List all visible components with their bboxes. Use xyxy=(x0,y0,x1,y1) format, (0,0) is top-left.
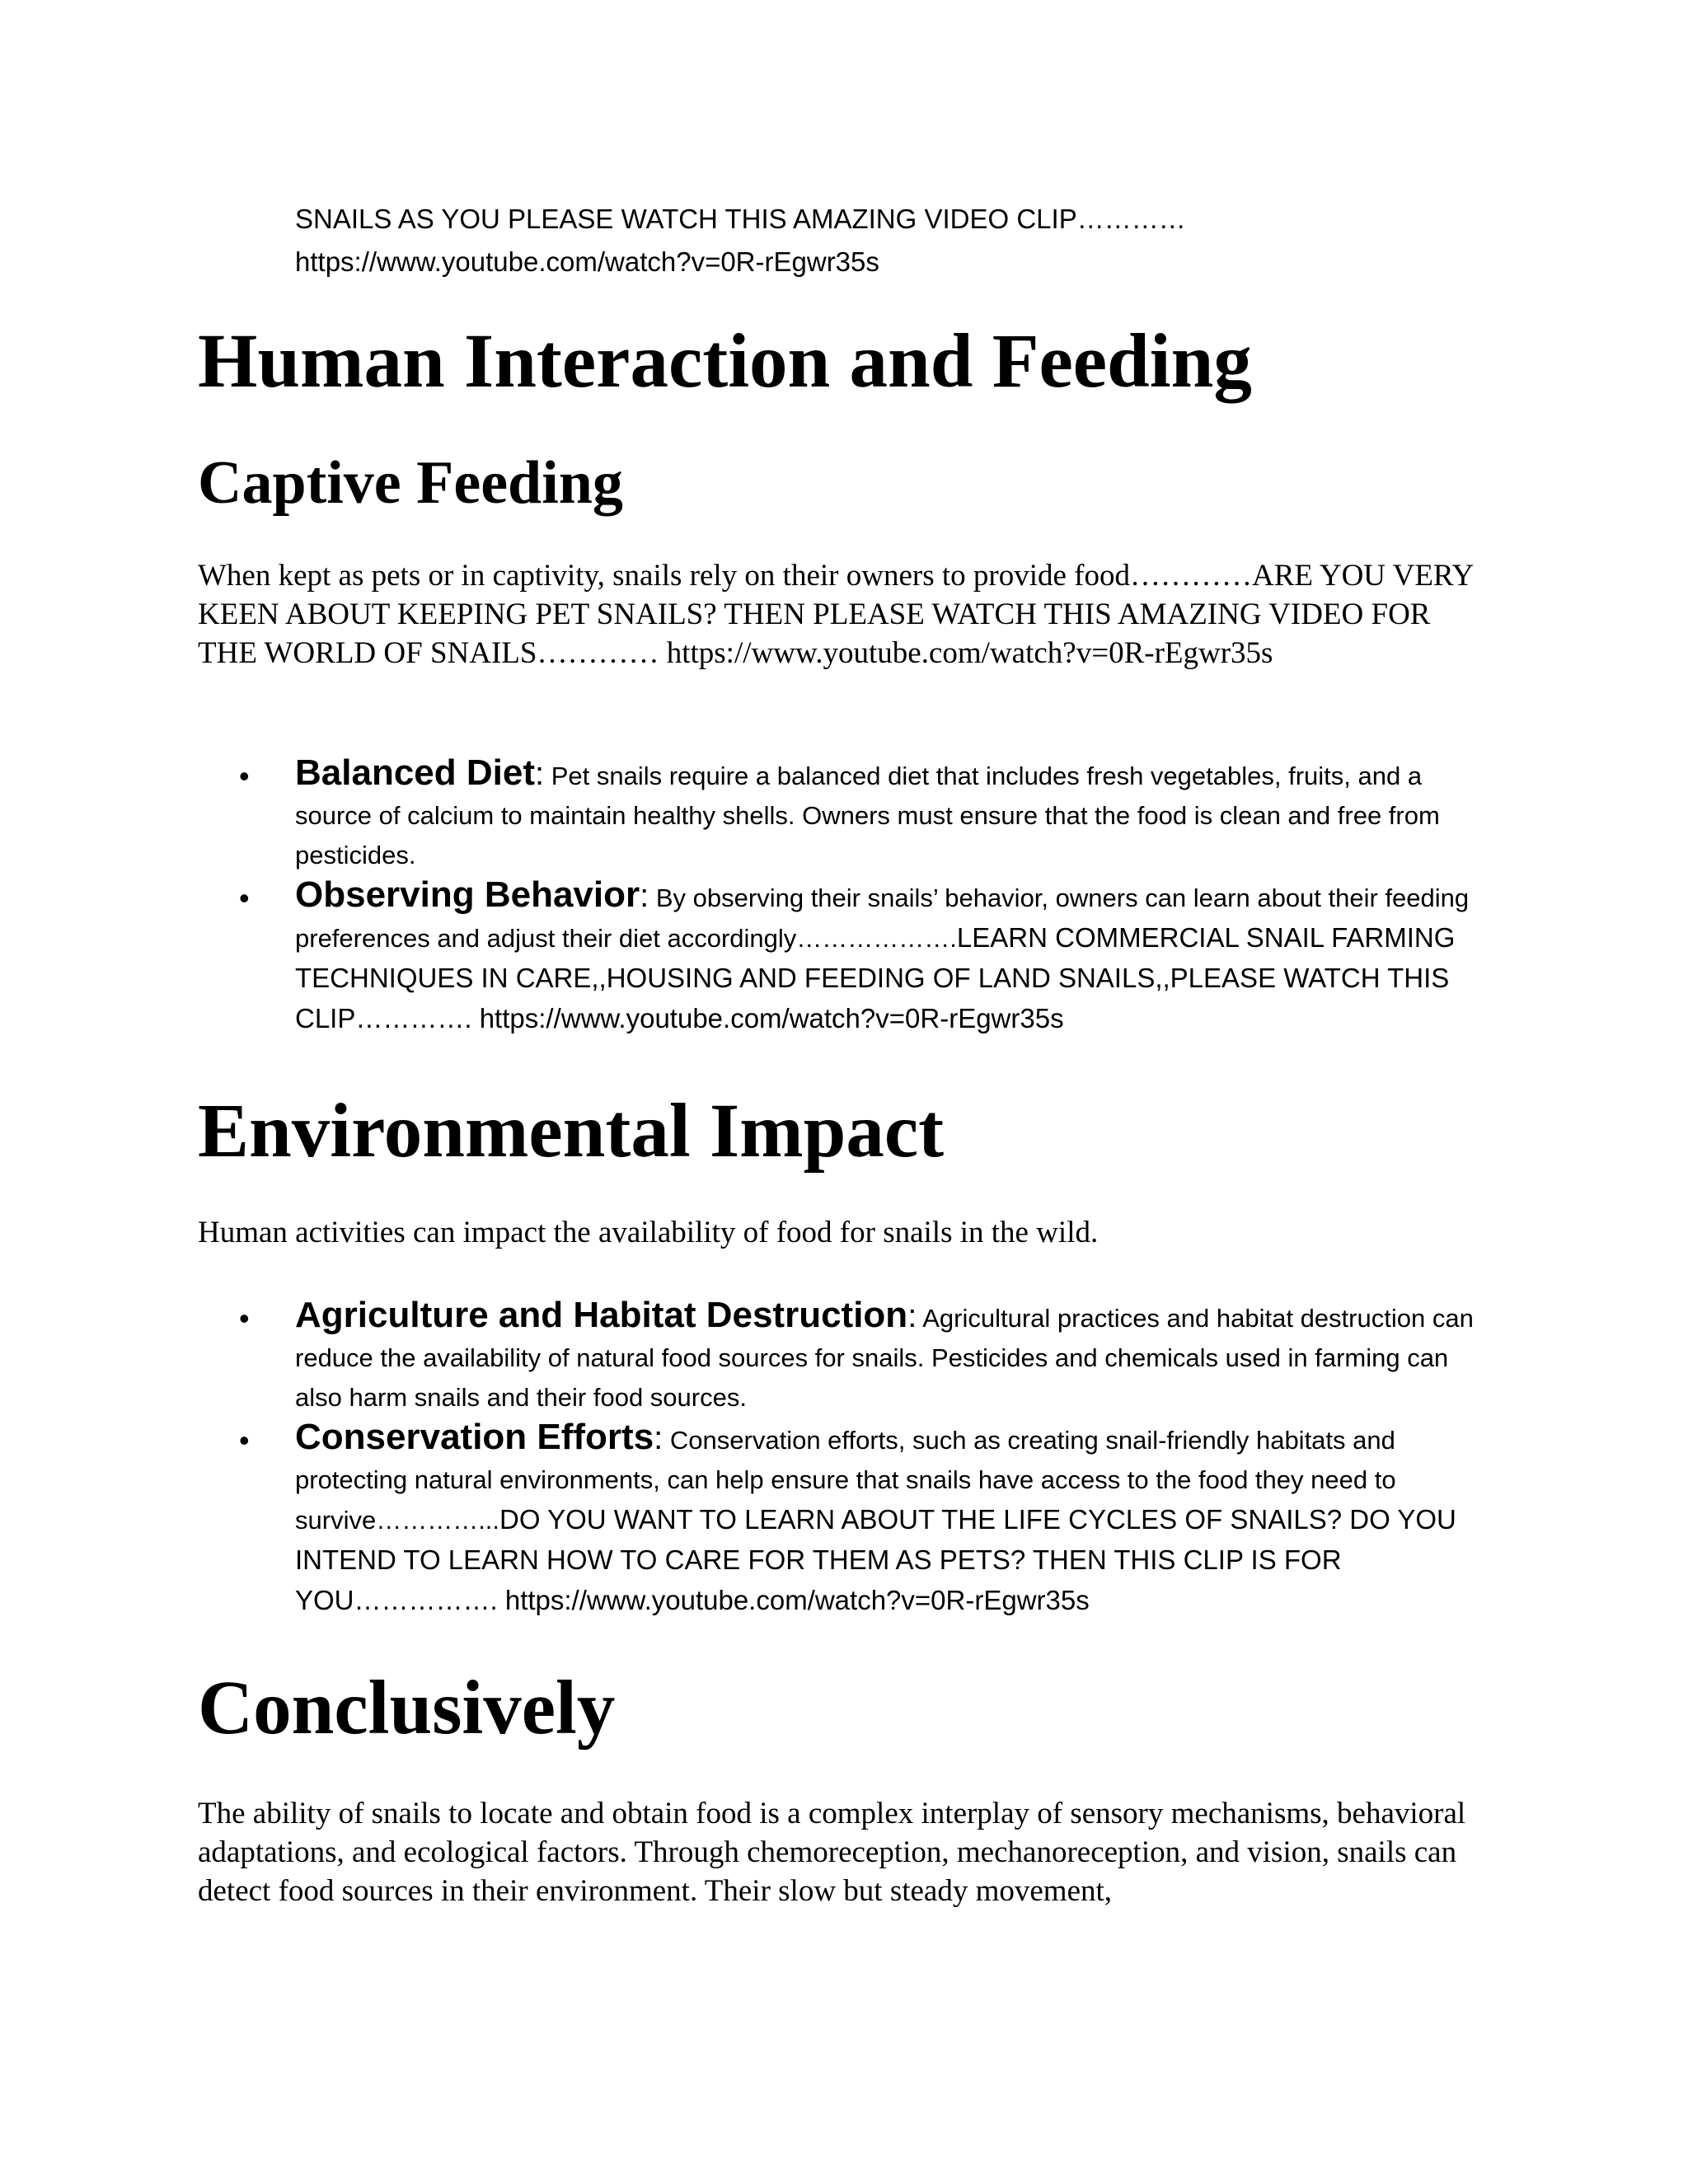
heading-environmental-impact: Environmental Impact xyxy=(198,1089,945,1174)
captive-feeding-paragraph: When kept as pets or in captivity, snails rely on their owners to provide food…………ARE YOU VERY KEEN ABOUT KEEPING PET SNAILS? THEN PLEASE WATCH THIS AMAZING VIDEO FOR THE WORLD OF SNAILS………… https://www.youtube.com/watch?v=0R-rEgwr35s xyxy=(198,559,1473,670)
bullet-colon: : xyxy=(534,756,545,792)
bullet-dot-icon: • xyxy=(239,881,250,915)
bullet-text: Pet snails require a balanced diet that includes fresh vegetables, fruits, and a source of calcium to maintain healthy shells. Owners must ensure that the food is clean and free from pesticides. xyxy=(295,762,1440,869)
heading-human-interaction: Human Interaction and Feeding xyxy=(198,319,1252,404)
bullet-caps-text: DO YOU WANT TO LEARN ABOUT THE LIFE CYCLES OF SNAILS? DO YOU INTEND TO LEARN HOW TO CARE FOR THEM AS PETS? THEN THIS CLIP IS FOR YOU……………. https://www.youtube.com/watch?v=0R-rEgwr35s xyxy=(295,1504,1456,1615)
bullet-term: Conservation Efforts xyxy=(295,1417,654,1457)
bullet-term: Agriculture and Habitat Destruction xyxy=(295,1295,908,1335)
intro-line: SNAILS AS YOU PLEASE WATCH THIS AMAZING VIDEO CLIP………… xyxy=(295,204,1186,234)
environmental-bullets xyxy=(198,1296,1484,1621)
bullet-item xyxy=(198,875,1484,1039)
bullet-item xyxy=(198,1296,1484,1418)
bullet-caps-text: LEARN COMMERCIAL SNAIL FARMING TECHNIQUES IN CARE,,HOUSING AND FEEDING OF LAND SNAILS,,PLEASE WATCH THIS CLIP…………. https://www.youtube.com/watch?v=0R-rEgwr35s xyxy=(295,922,1456,1033)
bullet-text: Conservation efforts, such as creating snail-friendly habitats and protecting natural environments, can help ensure that snails have access to the food they need to survive…………... xyxy=(295,1426,1396,1535)
bullet-text: Agricultural practices and habitat destruction can reduce the availability of natural food sources for snails. Pesticides and chemicals used in farming can also harm snails and their food sources. xyxy=(295,1304,1474,1412)
intro-link: https://www.youtube.com/watch?v=0R-rEgwr35s xyxy=(295,246,879,277)
bullet-dot-icon: • xyxy=(239,759,250,793)
bullet-dot-icon: • xyxy=(239,1423,250,1457)
bullet-text: By observing their snails’ behavior, owners can learn about their feeding preferences and adjust their diet accordingly………………. xyxy=(295,883,1470,953)
intro-block xyxy=(295,198,1531,284)
bullet-term: Observing Behavior xyxy=(295,874,640,915)
conclusion-paragraph: The ability of snails to locate and obtain food is a complex interplay of sensory mechanisms, behavioral adaptations, and ecological factors. Through chemoreception, mechanoreception, and vision, snails can detect food sources in their environment. Their slow but steady movement, xyxy=(198,1797,1466,1908)
bullet-colon: : xyxy=(907,1298,917,1334)
bullet-item xyxy=(198,1418,1484,1621)
bullet-item xyxy=(198,753,1484,875)
bullet-dot-icon: • xyxy=(239,1301,250,1335)
subheading-captive-feeding: Captive Feeding xyxy=(198,449,623,517)
bullet-colon: : xyxy=(640,878,649,914)
captive-feeding-bullets xyxy=(198,753,1484,1039)
heading-conclusively: Conclusively xyxy=(198,1666,616,1750)
bullet-colon: : xyxy=(654,1420,663,1456)
bullet-term: Balanced Diet xyxy=(295,752,535,793)
environmental-paragraph: Human activities can impact the availability of food for snails in the wild. xyxy=(198,1216,1099,1249)
